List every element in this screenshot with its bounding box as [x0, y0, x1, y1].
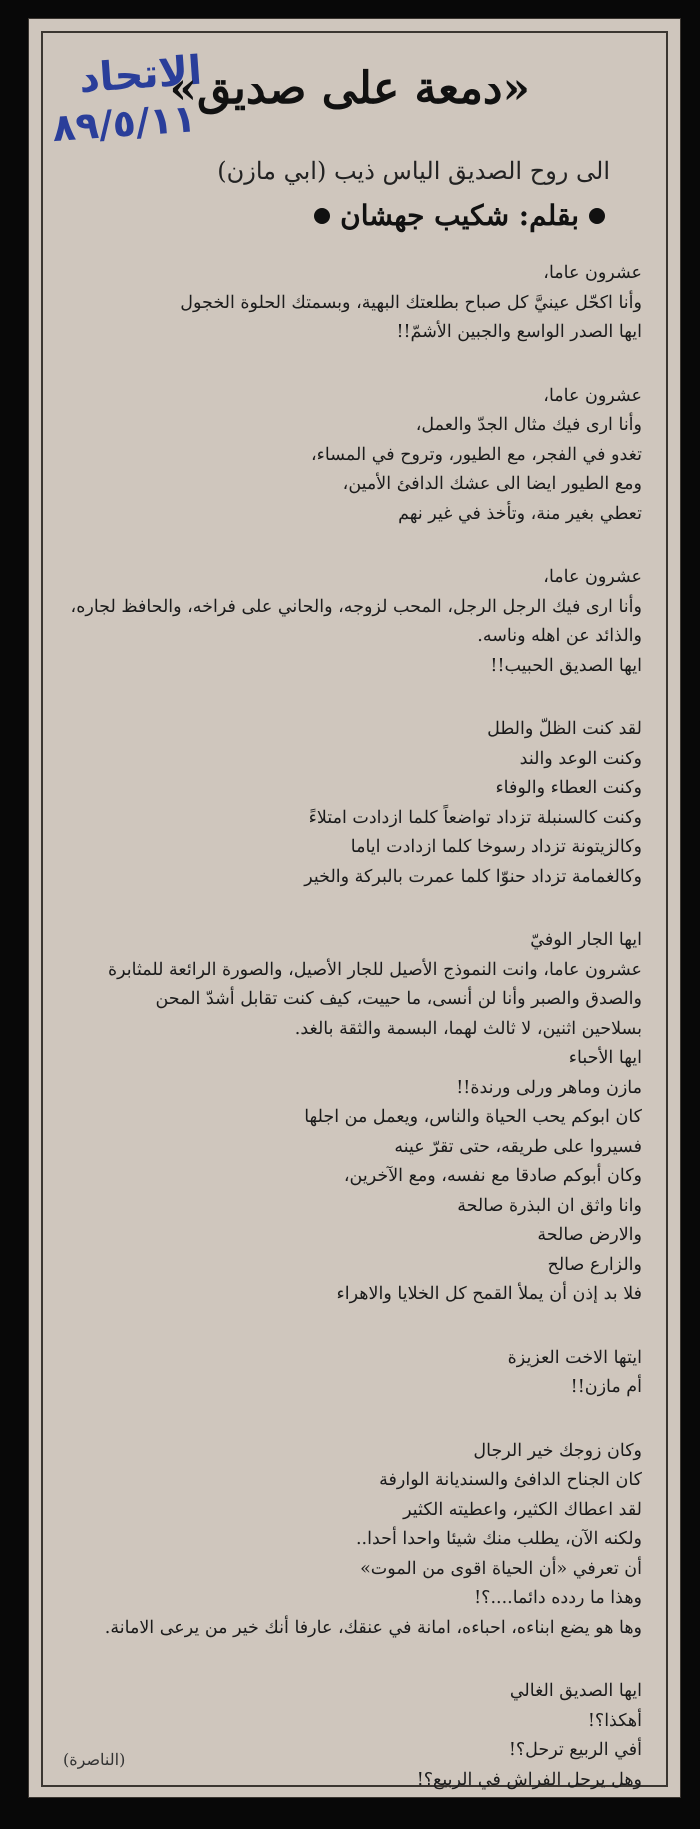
text-line: ايها الجار الوفيّ [530, 930, 642, 950]
stanza [67, 259, 642, 348]
text-line: وأنا اكحّل عينيَّ كل صباح بطلعتك البهية، وبسمتك الحلوة الخجول [180, 292, 642, 313]
stanza [67, 1437, 642, 1644]
text-line: كان الجناح الدافئ والسنديانة الوارفة [379, 1470, 642, 1490]
text-line: لقد اعطاك الكثير، واعطيته الكثير [403, 1499, 642, 1520]
text-line: وهل يرحل الفراش في الربيع؟! [416, 1769, 642, 1790]
text-line: وكالغمامة تزداد حنوّا كلما عمرت بالبركة والخير [304, 866, 642, 887]
text-line: ايها الصديق الغالي [509, 1681, 642, 1701]
text-line: أهكذا؟! [587, 1710, 642, 1731]
text-line: وها هو يضع ابناءه، احباءه، امانة في عنقك، عارفا أنك خير من يرعى الامانة. [104, 1617, 642, 1638]
text-line: والزارع صالح [547, 1254, 642, 1275]
text-line: وكنت كالسنبلة تزداد تواضعاً كلما ازدادت امتلاءً [308, 807, 642, 828]
text-line: أفي الربيع ترحل؟! [508, 1740, 642, 1760]
bullet-icon [314, 208, 330, 224]
text-line: تغدو في الفجر، مع الطيور، وتروح في المساء، [311, 444, 642, 465]
stanza [67, 926, 642, 1310]
stanza [67, 1677, 642, 1795]
text-line: لقد كنت الظلّ والطل [487, 719, 642, 739]
text-line: أن تعرفي «أن الحياة اقوى من الموت» [360, 1558, 642, 1579]
stanza [67, 1344, 642, 1403]
stamp-date: ٨٩/٥/١١ [50, 96, 198, 151]
text-line: وانا واثق ان البذرة صالحة [457, 1195, 642, 1216]
text-line: كان ابوكم يحب الحياة والناس، ويعمل من اجلها [304, 1107, 642, 1127]
text-line: ايها الصدر الواسع والجبين الأشمّ!! [396, 322, 642, 342]
text-line: فسيروا على طريقه، حتى تقرّ عينه [394, 1136, 642, 1157]
text-line: عشرون عاما، [543, 385, 642, 406]
text-line: وكالزيتونة تزداد رسوخا كلما ازدادت اياما [350, 837, 642, 857]
text-line: وكنت العطاء والوفاء [495, 778, 642, 798]
text-line: وأنا ارى فيك مثال الجدّ والعمل، [415, 415, 642, 435]
text-line: فلا بد إذن أن يملأ القمح كل الخلايا والاهراء [336, 1284, 642, 1304]
text-line: والارض صالحة [537, 1225, 642, 1245]
text-line: بسلاحين اثنين، لا ثالث لهما، البسمة والثقة بالغد. [294, 1018, 642, 1039]
text-line: والصدق والصبر وأنا لن أنسى، ما حييت، كيف كنت تقابل أشدّ المحن [155, 989, 642, 1009]
stanza [67, 382, 642, 530]
article-byline [314, 199, 605, 232]
author-name: بقلم: شكيب جهشان [340, 199, 579, 232]
text-line: ومع الطيور ايضا الى عشك الدافئ الأمين، [342, 474, 642, 494]
article-source: (الناصرة) [63, 1750, 126, 1769]
text-line: وكان زوجك خير الرجال [473, 1440, 642, 1461]
bullet-icon [589, 208, 605, 224]
article-dedication: الى روح الصديق الياس ذيب (ابي مازن) [217, 157, 610, 185]
stamp-newspaper-name: الاتحاد [77, 47, 204, 103]
text-line: وكان أبوكم صادقا مع نفسه، ومع الآخرين، [343, 1166, 642, 1186]
text-line: ايها الصديق الحبيب!! [490, 655, 642, 676]
text-line: والذائد عن اهله وناسه. [477, 626, 642, 646]
text-line: أم مازن!! [570, 1377, 642, 1397]
text-line: عشرون عاما، [543, 263, 642, 283]
stanza [67, 563, 642, 681]
article-title: «دمعة على صديق» [169, 63, 530, 114]
text-line: مازن وماهر ورلى ورندة!! [456, 1077, 642, 1098]
text-line: وهذا ما ردده دائما....؟! [474, 1588, 642, 1608]
text-line: ايتها الاخت العزيزة [507, 1347, 642, 1368]
text-line: عشرون عاما، [543, 567, 642, 587]
text-line: وكنت الوعد والند [519, 748, 642, 769]
text-line: عشرون عاما، وانت النموذج الأصيل للجار الأصيل، والصورة الرائعة للمثابرة [107, 959, 642, 980]
newspaper-clipping [28, 18, 681, 1798]
stanza [67, 715, 642, 892]
article-body [67, 259, 642, 1829]
text-line: ولكنه الآن، يطلب منك شيئا واحدا أحدا.. [355, 1529, 642, 1549]
text-line: ايها الأحباء [568, 1048, 642, 1068]
text-line: تعطي بغير منة، وتأخذ في غير نهم [398, 503, 642, 524]
text-line: وأنا ارى فيك الرجل الرجل، المحب لزوجه، والحاني على فراخه، والحافظ لجاره، [70, 596, 642, 617]
